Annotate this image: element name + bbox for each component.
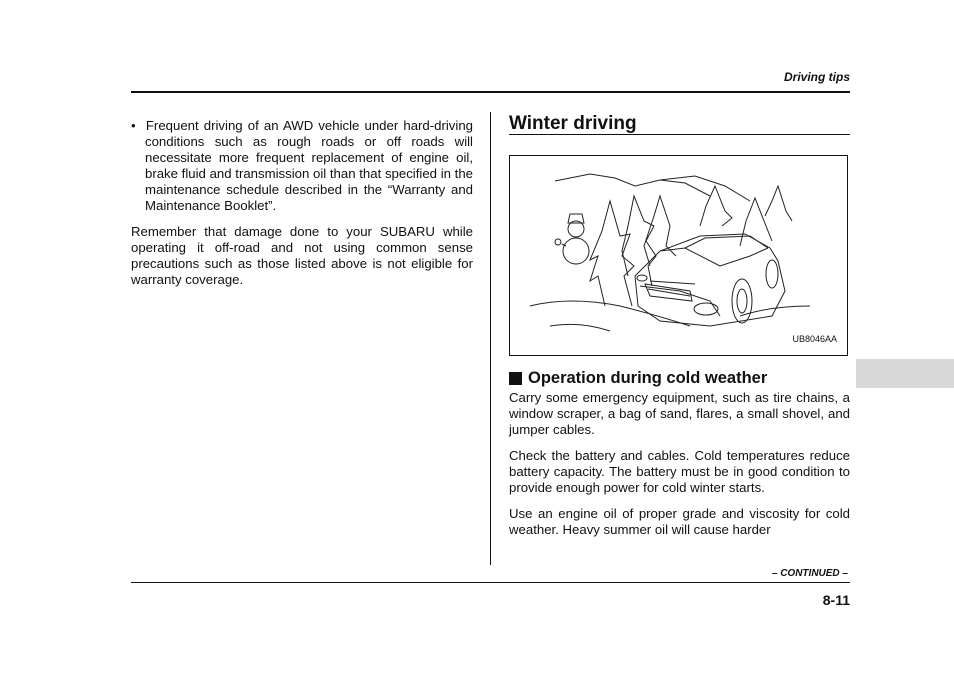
bullet-icon: •	[131, 118, 146, 133]
warranty-paragraph: Remember that damage done to your SUBARU while operating it off-road and not using common sense precautions such as those listed above is not eligible for warranty coverage.	[131, 224, 473, 287]
chapter-tab	[856, 359, 954, 388]
battery-paragraph: Check the battery and cables. Cold temperatures reduce battery capacity. The battery must be in good condition to provide enough power for cold winter starts.	[509, 448, 850, 495]
left-column	[131, 118, 473, 298]
column-divider	[490, 112, 491, 565]
subheading	[509, 370, 850, 386]
bullet-text: Frequent driving of an AWD vehicle under hard-driving conditions such as rough roads or off roads will necessitate more frequent replacement of engine oil, brake fluid and transmission oil than that specified in the maintenance schedule described in the “Warranty and Maintenance Booklet”.	[145, 118, 473, 213]
running-header: Driving tips	[783, 70, 850, 84]
subheading-text: Operation during cold weather	[528, 369, 768, 387]
winter-illustration	[509, 155, 848, 356]
square-bullet-icon	[509, 372, 522, 385]
winter-scene-drawing	[510, 156, 847, 355]
emergency-equipment-paragraph: Carry some emergency equipment, such as tire chains, a window scraper, a bag of sand, flares, a small shovel, and jumper cables.	[509, 390, 850, 437]
title-rule	[509, 134, 850, 135]
right-column	[509, 113, 850, 548]
bullet-paragraph	[131, 118, 473, 214]
engine-oil-paragraph: Use an engine oil of proper grade and viscosity for cold weather. Heavy summer oil will cause harder	[509, 506, 850, 537]
section-title: Winter driving	[509, 113, 637, 134]
figure-code: UB8046AA	[792, 334, 837, 344]
footer-rule	[131, 582, 850, 583]
page-number: 8-11	[822, 592, 850, 608]
continued-label: – CONTINUED –	[771, 568, 848, 579]
header-rule	[131, 91, 850, 93]
